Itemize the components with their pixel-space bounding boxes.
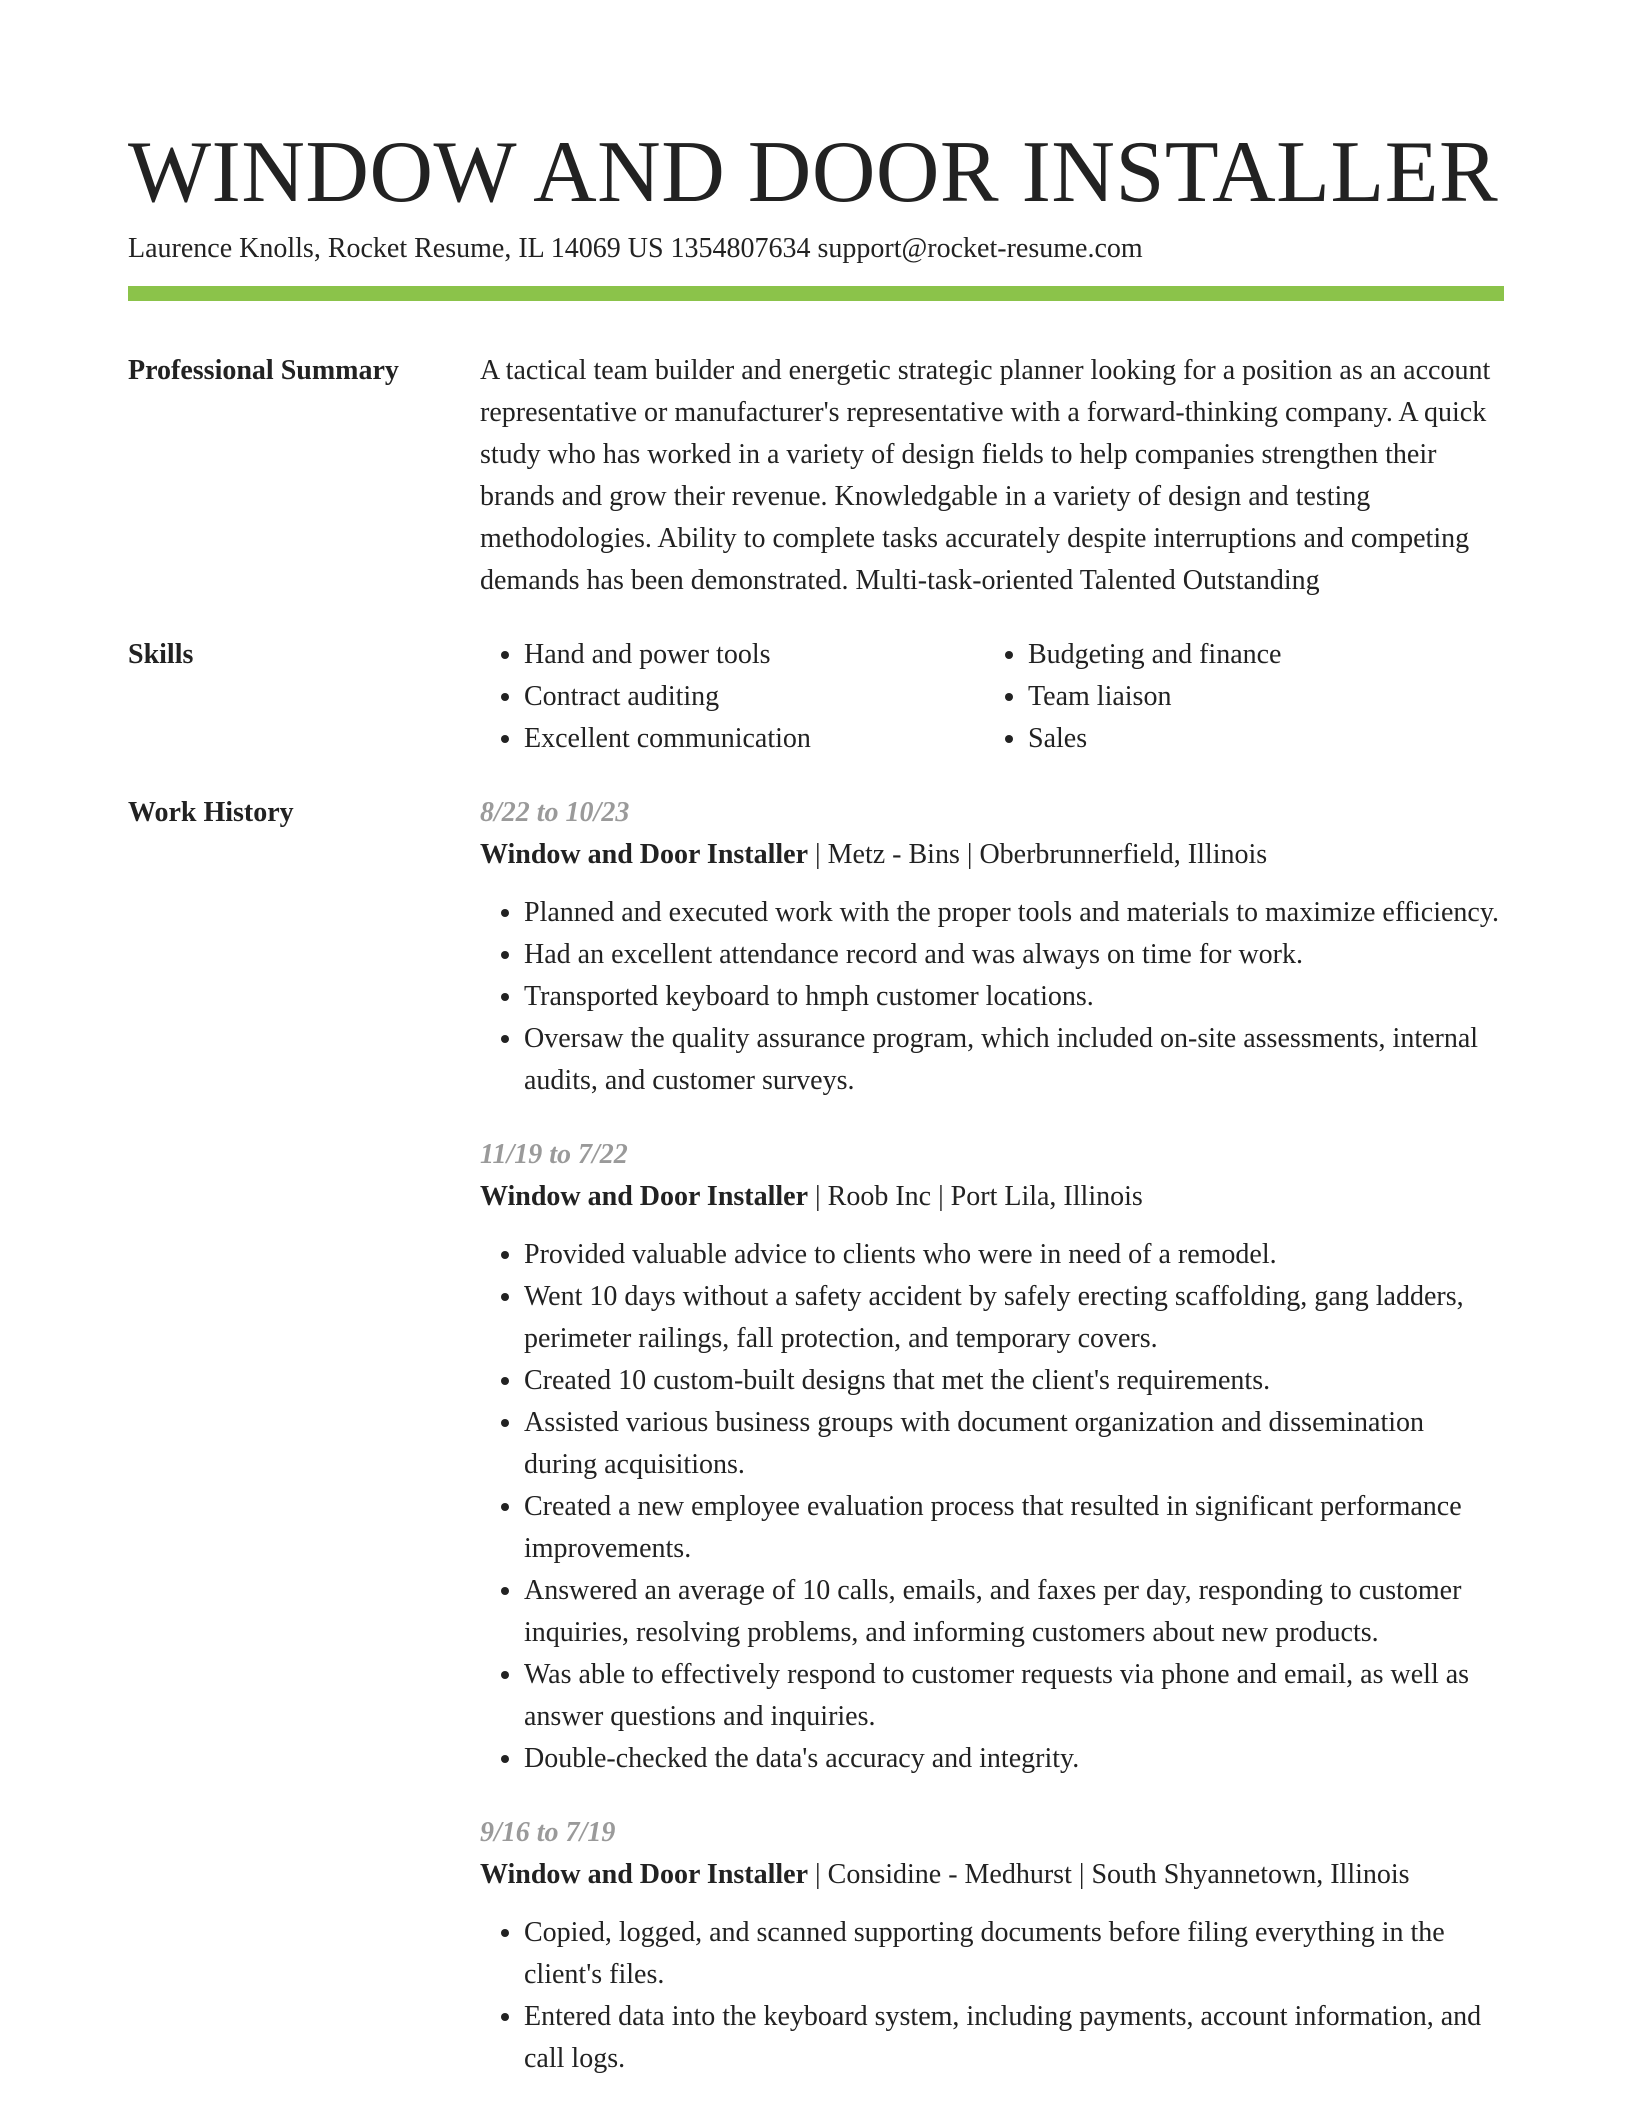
section-label-work: Work History (128, 797, 294, 828)
job-bullet: • Created a new employee evaluation process that resulted in significant performance improvements. (524, 1486, 1504, 1570)
professional-summary-section (128, 350, 1504, 602)
section-label-summary: Professional Summary (128, 355, 399, 386)
summary-body (480, 350, 1504, 602)
skill-item: • Excellent communication (524, 718, 984, 760)
job-bullet: • Was able to effectively respond to customer requests via phone and email, as well as answer questions and inquiries. (524, 1654, 1504, 1738)
job-bullet: • Created 10 custom-built designs that met the client's requirements. (524, 1360, 1504, 1402)
skill-item: • Budgeting and finance (1028, 634, 1488, 676)
section-label-skills: Skills (128, 639, 194, 670)
skills-column-left (480, 634, 984, 760)
job-dates: 8/22 to 10/23 (480, 797, 630, 828)
job-details: | Metz - Bins | Oberbrunnerfield, Illinois (808, 839, 1268, 870)
skill-item: • Team liaison (1028, 676, 1488, 718)
job-title: Window and Door Installer (480, 839, 809, 870)
job-dates: 9/16 to 7/19 (480, 1817, 616, 1848)
job-details: | Roob Inc | Port Lila, Illinois (808, 1181, 1143, 1212)
job-title: Window and Door Installer (480, 1859, 809, 1890)
contact-line: Laurence Knolls, Rocket Resume, IL 14069 US 1354807634 support@rocket-resume.com (128, 233, 1143, 264)
job-bullet: • Provided valuable advice to clients who were in need of a remodel. (524, 1234, 1504, 1276)
skills-grid (480, 634, 1504, 760)
page-title: WINDOW AND DOOR INSTALLER (128, 124, 1499, 221)
job-heading (480, 1176, 1504, 1218)
job-heading (480, 834, 1504, 876)
skill-item: • Sales (1028, 718, 1488, 760)
skills-body (480, 634, 1504, 760)
job-bullets (480, 1912, 1504, 2080)
work-history-section (128, 792, 1504, 2112)
skill-item: • Contract auditing (524, 676, 984, 718)
job-bullet: • Planned and executed work with the proper tools and materials to maximize efficiency. (524, 892, 1504, 934)
job-title: Window and Door Installer (480, 1181, 809, 1212)
job-entry (480, 792, 1504, 1102)
job-bullet: • Entered data into the keyboard system, including payments, account information, and call logs. (524, 1996, 1504, 2080)
job-entry (480, 1134, 1504, 1780)
job-details: | Considine - Medhurst | South Shyannetown, Illinois (808, 1859, 1410, 1890)
job-bullet: • Double-checked the data's accuracy and integrity. (524, 1738, 1504, 1780)
job-bullet: • Assisted various business groups with document organization and dissemination during acquisitions. (524, 1402, 1504, 1486)
work-body (480, 792, 1504, 2112)
job-bullet: • Copied, logged, and scanned supporting documents before filing everything in the client's files. (524, 1912, 1504, 1996)
skills-column-right (984, 634, 1488, 760)
job-bullet: • Went 10 days without a safety accident by safely erecting scaffolding, gang ladders, perimeter railings, fall protection, and temporary covers. (524, 1276, 1504, 1360)
job-heading (480, 1854, 1504, 1896)
job-bullets (480, 1234, 1504, 1780)
skills-section (128, 634, 1504, 760)
resume-content (128, 350, 1504, 2112)
job-bullets (480, 892, 1504, 1102)
job-dates: 11/19 to 7/22 (480, 1139, 628, 1170)
job-bullet: • Oversaw the quality assurance program, which included on-site assessments, internal audits, and customer surveys. (524, 1018, 1504, 1102)
job-entry (480, 1812, 1504, 2080)
job-bullet: • Transported keyboard to hmph customer locations. (524, 976, 1504, 1018)
accent-divider (128, 286, 1504, 301)
job-bullet: • Answered an average of 10 calls, emails, and faxes per day, responding to customer inquiries, resolving problems, and informing customers about new products. (524, 1570, 1504, 1654)
summary-text: A tactical team builder and energetic strategic planner looking for a position as an account representative or manufacturer's representative with a forward-thinking company. A quick study who has worked in a variety of design fields to help companies strengthen their brands and grow their revenue. Knowledgable in a variety of design and testing methodologies. Ability to complete tasks accurately despite interruptions and competing demands has been demonstrated. Multi-task-oriented Talented Outstanding (480, 355, 1491, 596)
job-bullet: • Had an excellent attendance record and was always on time for work. (524, 934, 1504, 976)
skill-item: • Hand and power tools (524, 634, 984, 676)
